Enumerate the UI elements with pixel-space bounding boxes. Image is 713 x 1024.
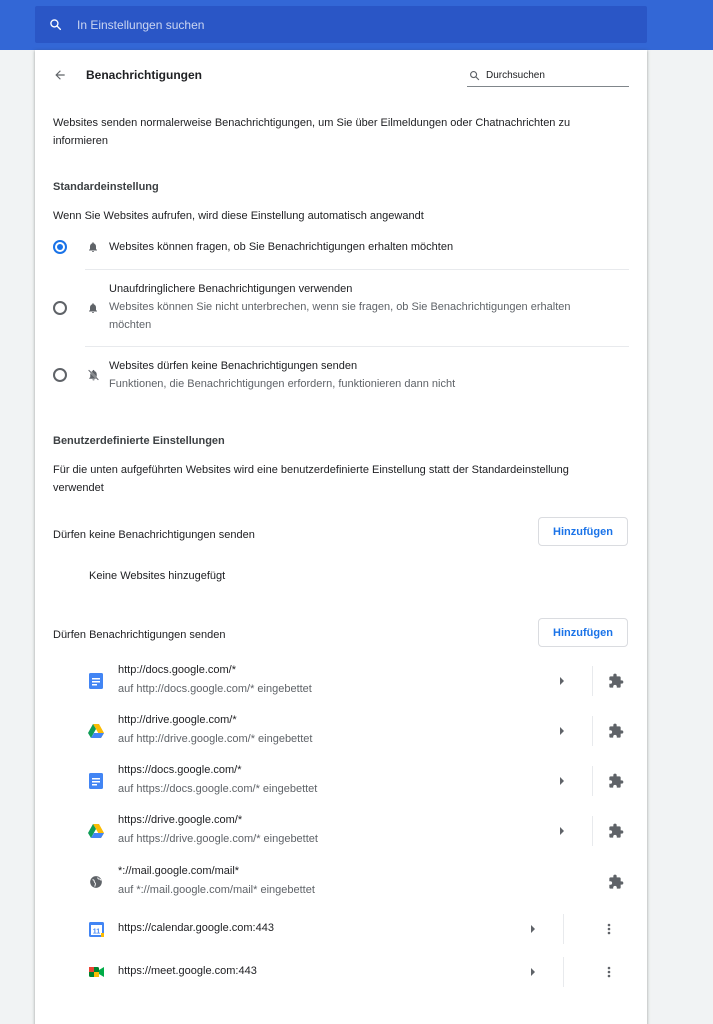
docs-icon: [88, 673, 104, 689]
divider: [85, 346, 629, 347]
arrow-right-icon[interactable]: [527, 966, 539, 978]
arrow-back-icon: [53, 68, 67, 82]
divider: [85, 269, 629, 270]
separator: [563, 914, 564, 944]
site-url: https://meet.google.com:443: [118, 965, 257, 977]
extension-icon: [607, 722, 625, 740]
radio-block[interactable]: [53, 368, 67, 382]
separator: [592, 716, 593, 746]
extension-icon: [607, 822, 625, 840]
add-allowed-site-button[interactable]: Hinzufügen: [538, 618, 628, 647]
separator: [592, 766, 593, 796]
calendar-icon: [88, 921, 104, 937]
site-url: https://drive.google.com/*: [118, 814, 243, 826]
option-quiet-sub: Websites können Sie nicht unterbrechen, wenn sie fragen, ob Sie Benachrichtigungen erhalten möchten: [109, 301, 571, 331]
arrow-right-icon[interactable]: [556, 775, 568, 787]
extension-icon: [607, 873, 625, 891]
site-embedded-sub: auf http://docs.google.com/* eingebettet: [118, 683, 312, 695]
top-toolbar: [0, 0, 713, 50]
option-quiet-label: Unaufdringlichere Benachrichtigungen verwenden: [109, 283, 353, 295]
globe-icon: [88, 874, 104, 890]
back-button[interactable]: [49, 64, 71, 86]
subpage-search-input[interactable]: [486, 70, 626, 81]
site-embedded-sub: auf http://drive.google.com/* eingebettet: [118, 733, 313, 745]
site-embedded-sub: auf https://drive.google.com/* eingebettet: [118, 833, 318, 845]
option-block-label: Websites dürfen keine Benachrichtigungen senden: [109, 360, 358, 372]
arrow-right-icon[interactable]: [556, 725, 568, 737]
drive-icon: [88, 823, 104, 839]
settings-search-box[interactable]: [35, 6, 647, 43]
extension-icon: [607, 772, 625, 790]
arrow-right-icon[interactable]: [556, 825, 568, 837]
search-icon: [47, 17, 63, 33]
bell-icon: [87, 240, 99, 259]
site-url: http://docs.google.com/*: [118, 664, 237, 676]
extension-icon: [607, 672, 625, 690]
site-url: *://mail.google.com/mail*: [118, 865, 240, 877]
add-blocked-site-button[interactable]: Hinzufügen: [538, 517, 628, 546]
site-embedded-sub: auf https://docs.google.com/* eingebettet: [118, 783, 318, 795]
drive-icon: [88, 723, 104, 739]
radio-ask[interactable]: [53, 240, 67, 254]
default-section-title: Standardeinstellung: [53, 181, 159, 193]
site-url: https://docs.google.com/*: [118, 764, 242, 776]
separator: [563, 957, 564, 987]
custom-section-description: Für die unten aufgeführten Websites wird eine benutzerdefinierte Einstellung statt der Standardeinstellung verwendet: [53, 464, 569, 494]
site-url: http://drive.google.com/*: [118, 714, 237, 726]
bell-icon: [87, 301, 99, 320]
bell-off-icon: [87, 368, 100, 387]
block-list-empty: Keine Websites hinzugefügt: [89, 570, 226, 582]
option-block-sub: Funktionen, die Benachrichtigungen erfordern, funktionieren dann nicht: [109, 378, 456, 390]
page-title: Benachrichtigungen: [86, 68, 203, 82]
separator: [592, 666, 593, 696]
docs-icon: [88, 773, 104, 789]
more-actions-icon[interactable]: [602, 920, 616, 938]
svg-text:11: 11: [92, 928, 100, 935]
option-ask-label: Websites können fragen, ob Sie Benachrichtigungen erhalten möchten: [109, 241, 454, 253]
allow-list-title: Dürfen Benachrichtigungen senden: [53, 629, 226, 641]
site-url: https://calendar.google.com:443: [118, 922, 274, 934]
subpage-search[interactable]: [467, 65, 629, 87]
more-actions-icon[interactable]: [602, 963, 616, 981]
radio-quiet[interactable]: [53, 301, 67, 315]
arrow-right-icon[interactable]: [527, 923, 539, 935]
notifications-card: [35, 50, 647, 1024]
separator: [592, 816, 593, 846]
default-section-description: Wenn Sie Websites aufrufen, wird diese Einstellung automatisch angewandt: [53, 210, 424, 222]
custom-section-title: Benutzerdefinierte Einstellungen: [53, 435, 225, 447]
settings-search-input[interactable]: [77, 18, 577, 32]
block-list-title: Dürfen keine Benachrichtigungen senden: [53, 529, 255, 541]
intro-text: Websites senden normalerweise Benachrichtigungen, um Sie über Eilmeldungen oder Chatnachrichten zu informieren: [53, 117, 571, 147]
site-embedded-sub: auf *://mail.google.com/mail* eingebettet: [118, 884, 315, 896]
meet-icon: [88, 964, 104, 980]
search-icon: [469, 70, 480, 81]
arrow-right-icon[interactable]: [556, 675, 568, 687]
